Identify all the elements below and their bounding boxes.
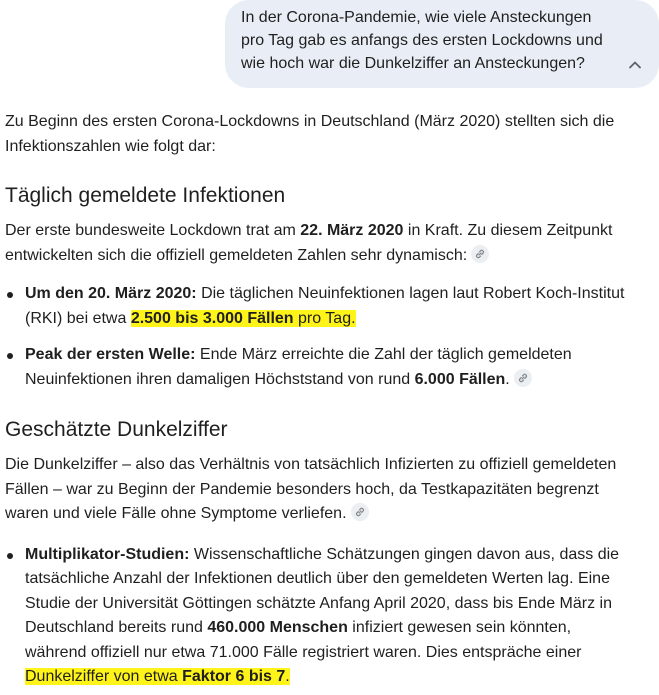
- chevron-up-icon[interactable]: [625, 55, 645, 75]
- list-item: Peak der ersten Welle: Ende März erreichte die Zahl der täglich gemeldeten Neuinfektionen ihren damaligen Höchststand von rund 6.000 Fällen.: [5, 343, 655, 392]
- list-item: Um den 20. März 2020: Die täglichen Neuinfektionen lagen laut Robert Koch-Institut (RKI) bei etwa 2.500 bis 3.000 Fällen pro Tag.: [5, 282, 655, 331]
- link-icon: [354, 506, 366, 518]
- user-message-line: wie hoch war die Dunkelziffer an Ansteckungen?: [241, 55, 585, 72]
- user-message-line: In der Corona-Pandemie, wie viele Ansteckungen: [241, 9, 592, 26]
- source-link-button[interactable]: [514, 369, 532, 387]
- bullet-dot: [7, 553, 13, 559]
- bullet-dot: [7, 353, 13, 359]
- source-link-button[interactable]: [351, 503, 369, 521]
- bullet-dot: [7, 292, 13, 298]
- user-message-line: pro Tag gab es anfangs des ersten Lockdowns und: [241, 32, 603, 49]
- highlight: Dunkelziffer von etwa Faktor 6 bis 7.: [25, 668, 290, 685]
- highlight: 2.500 bis 3.000 Fällen pro Tag.: [130, 309, 356, 327]
- link-icon: [517, 372, 529, 384]
- section-heading-dark-figure: Geschätzte Dunkelziffer: [5, 418, 228, 441]
- source-link-button[interactable]: [471, 245, 489, 263]
- list-item: Multiplikator-Studien: Wissenschaftliche Schätzungen gingen davon aus, dass die tatsächliche Anzahl der Infektionen deutlich über den gemeldeten Werten lag. Eine Studie der Universität Göttingen schätzte Anfang April 2020, dass bis Ende März in Deutschland bereits rund 460.000 Menschen infiziert gewesen sein könnten, während offiziell nur etwa 71.000 Fälle registriert waren. Dies entspräche einer Dunkelziffer von etwa Faktor 6 bis 7.: [5, 543, 655, 690]
- section2-paragraph: Die Dunkelziffer – also das Verhältnis von tatsächlich Infizierten zu offiziell gemeldeten Fällen – war zu Beginn der Pandemie besonders hoch, da Testkapazitäten begrenzt waren und viele Fälle ohne Symptome verliefen.: [5, 456, 617, 522]
- section1-paragraph: Der erste bundesweite Lockdown trat am 22. März 2020 in Kraft. Zu diesem Zeitpunkt entwickelten sich die offiziell gemeldeten Zahlen sehr dynamisch:: [5, 222, 613, 264]
- model-response: [5, 110, 655, 690]
- user-message-bubble: [225, 0, 659, 88]
- section-heading-daily-infections: Täglich gemeldete Infektionen: [5, 184, 286, 207]
- intro-paragraph: Zu Beginn des ersten Corona-Lockdowns in Deutschland (März 2020) stellten sich die Infektionszahlen wie folgt dar:: [5, 113, 615, 155]
- link-icon: [474, 248, 486, 260]
